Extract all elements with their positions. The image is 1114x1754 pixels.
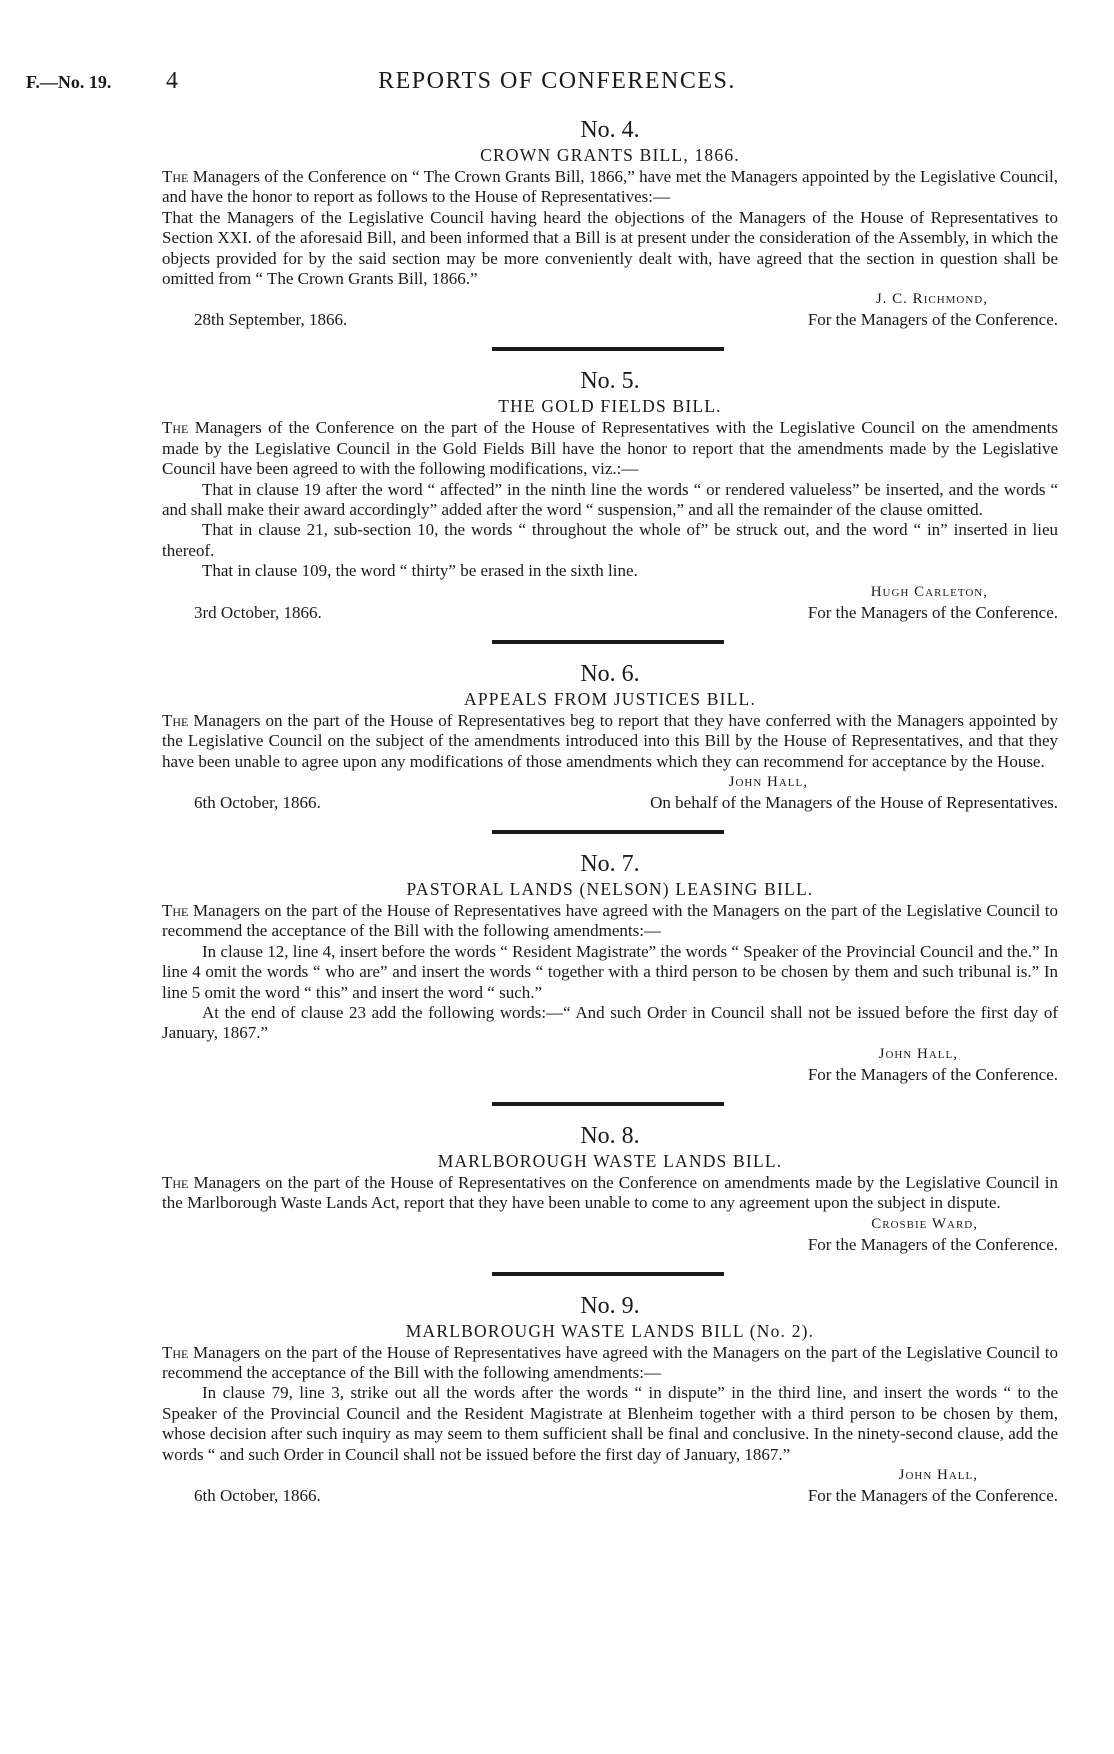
signatory-name: John Hall, (728, 773, 808, 790)
report-date: 6th October, 1866. (194, 1486, 321, 1505)
report-paragraph: At the end of clause 23 add the following words:—“ And such Order in Council shall not be issued before the first day of January, 1867.” (162, 1002, 1058, 1043)
signatory-name: John Hall, (898, 1467, 978, 1483)
signature-line (162, 1065, 1058, 1086)
signatory-name: J. C. Richmond, (875, 291, 988, 308)
report-paragraph: The Managers on the part of the House of Representatives on the Conference on amendments made by the Legislative Council in the Marlborough Waste Lands Act, report that they have been unable to come to any agreement upon the subject in dispute. (162, 1172, 1058, 1213)
reports-body (162, 116, 1058, 1507)
paper-reference: F.—No. 19. (26, 72, 112, 92)
report-paragraph: The Managers on the part of the House of Representatives have agreed with the Managers on the part of the Legislative Council to recommend the acceptance of the Bill with the following amendments:— (162, 1342, 1058, 1382)
signatory-role: For the Managers of the Conference. (807, 1486, 1058, 1505)
signatory-name: Crosbie Ward, (871, 1215, 978, 1232)
report-number: No. 6. (580, 660, 640, 687)
section-divider (492, 830, 724, 834)
signature-line (162, 603, 1058, 624)
signatory-role: For the Managers of the Conference. (807, 1064, 1058, 1084)
report-no-4 (162, 116, 1058, 331)
report-paragraph: That in clause 19 after the word “ affected” in the ninth line the words “ or rendered valueless” be inserted, and the words “ and shall make their award accordingly” added after the word “ suspension,” and all the remainder of the clause omitted. (162, 479, 1058, 520)
report-paragraph: The Managers of the Conference on “ The Crown Grants Bill, 1866,” have met the Managers appointed by the Legislative Council, and have the honor to report as follows to the House of Representatives:— (162, 167, 1058, 207)
lead-word: The (162, 900, 189, 920)
report-number: No. 8. (580, 1122, 640, 1149)
bill-title: MARLBOROUGH WASTE LANDS BILL. (437, 1150, 783, 1171)
page-number: 4 (166, 68, 178, 94)
report-number: No. 9. (580, 1292, 640, 1319)
report-paragraph: The Managers on the part of the House of Representatives have agreed with the Managers on the part of the Legislative Council to recommend the acceptance of the Bill with the following amendments:— (162, 900, 1058, 941)
bill-title: PASTORAL LANDS (NELSON) LEASING BILL. (406, 878, 814, 899)
report-date: 3rd October, 1866. (194, 602, 322, 622)
bill-title: APPEALS FROM JUSTICES BILL. (463, 688, 757, 709)
report-paragraph: In clause 79, line 3, strike out all the words after the words “ in dispute” in the third line, and insert the words “ to the Speaker of the Provincial Council and the Resident Magistrate at Blenheim together with a third person to be chosen by them, whose decision after such inquiry as may seem to them sufficient shall be final and conclusive. In the ninety-second clause, add the words “ and such Order in Council shall not be issued before the first day of January, 1867.” (162, 1383, 1058, 1464)
report-no-6 (162, 660, 1058, 814)
report-date: 6th October, 1866. (194, 792, 321, 812)
signature-line (162, 310, 1058, 331)
bill-title: MARLBOROUGH WASTE LANDS BILL (No. 2). (405, 1320, 815, 1341)
lead-word: The (162, 167, 189, 186)
section-divider (492, 640, 724, 644)
page-header (0, 68, 1114, 102)
report-number: No. 4. (580, 117, 640, 143)
signatory-role: For the Managers of the Conference. (807, 1234, 1058, 1254)
report-paragraph: The Managers on the part of the House of Representatives beg to report that they have conferred with the Managers appointed by the Legislative Council on the subject of the amendments introduced into this Bill by the House of Representatives, and that they have been unable to agree upon any modifications of those amendments which they can recommend for acceptance by the House. (162, 710, 1058, 771)
bill-title: CROWN GRANTS BILL, 1866. (480, 145, 740, 165)
lead-word: The (162, 1172, 189, 1192)
signatory-name: John Hall, (878, 1045, 958, 1062)
signatory-role: On behalf of the Managers of the House of Representatives. (650, 792, 1058, 812)
signature-line (162, 1235, 1058, 1256)
signature-line (162, 793, 1058, 814)
signature-line (162, 1486, 1058, 1507)
lead-word: The (162, 1342, 189, 1362)
report-paragraph: The Managers of the Conference on the part of the House of Representatives with the Legislative Council on the amendments made by the Legislative Council in the Gold Fields Bill have the honor to report that the amendments made by the Legislative Council have been agreed to with the following modifications, viz.:— (162, 418, 1058, 479)
signatory-name: Hugh Carleton, (870, 583, 988, 600)
report-no-9 (162, 1292, 1058, 1507)
report-paragraph: That in clause 21, sub-section 10, the words “ throughout the whole of” be struck out, and the word “ in” inserted in lieu thereof. (162, 520, 1058, 560)
report-no-5 (162, 367, 1058, 623)
report-paragraph: That in clause 109, the word “ thirty” be erased in the sixth line. (202, 561, 638, 581)
signatory-role: For the Managers of the Conference. (807, 310, 1058, 330)
lead-word: The (162, 710, 189, 730)
bill-title: THE GOLD FIELDS BILL. (498, 396, 722, 417)
report-no-7 (162, 850, 1058, 1086)
section-divider (492, 1272, 724, 1276)
report-no-8 (162, 1122, 1058, 1256)
report-number: No. 5. (580, 368, 640, 395)
running-title: REPORTS OF CONFERENCES. (378, 68, 736, 94)
signatory-role: For the Managers of the Conference. (807, 602, 1058, 622)
section-divider (492, 1102, 724, 1106)
report-paragraph: That the Managers of the Legislative Council having heard the objections of the Managers of the House of Representatives to Section XXI. of the aforesaid Bill, and been informed that a Bill is at present under the consideration of the Assembly, in which the objects provided for by the said section may be more conveniently dealt with, have agreed that the section in question shall be omitted from “ The Crown Grants Bill, 1866.” (162, 207, 1058, 289)
lead-word: The (162, 418, 189, 438)
section-divider (492, 347, 724, 351)
report-paragraph: In clause 12, line 4, insert before the words “ Resident Magistrate” the words “ Speaker of the Provincial Council and the.” In line 4 omit the words “ who are” and insert the words “ together with a third person to be chosen by them and such tribunal is.” In line 5 omit the word “ this” and insert the word “ such.” (162, 941, 1058, 1002)
report-number: No. 7. (580, 850, 640, 877)
report-date: 28th September, 1866. (194, 310, 348, 330)
